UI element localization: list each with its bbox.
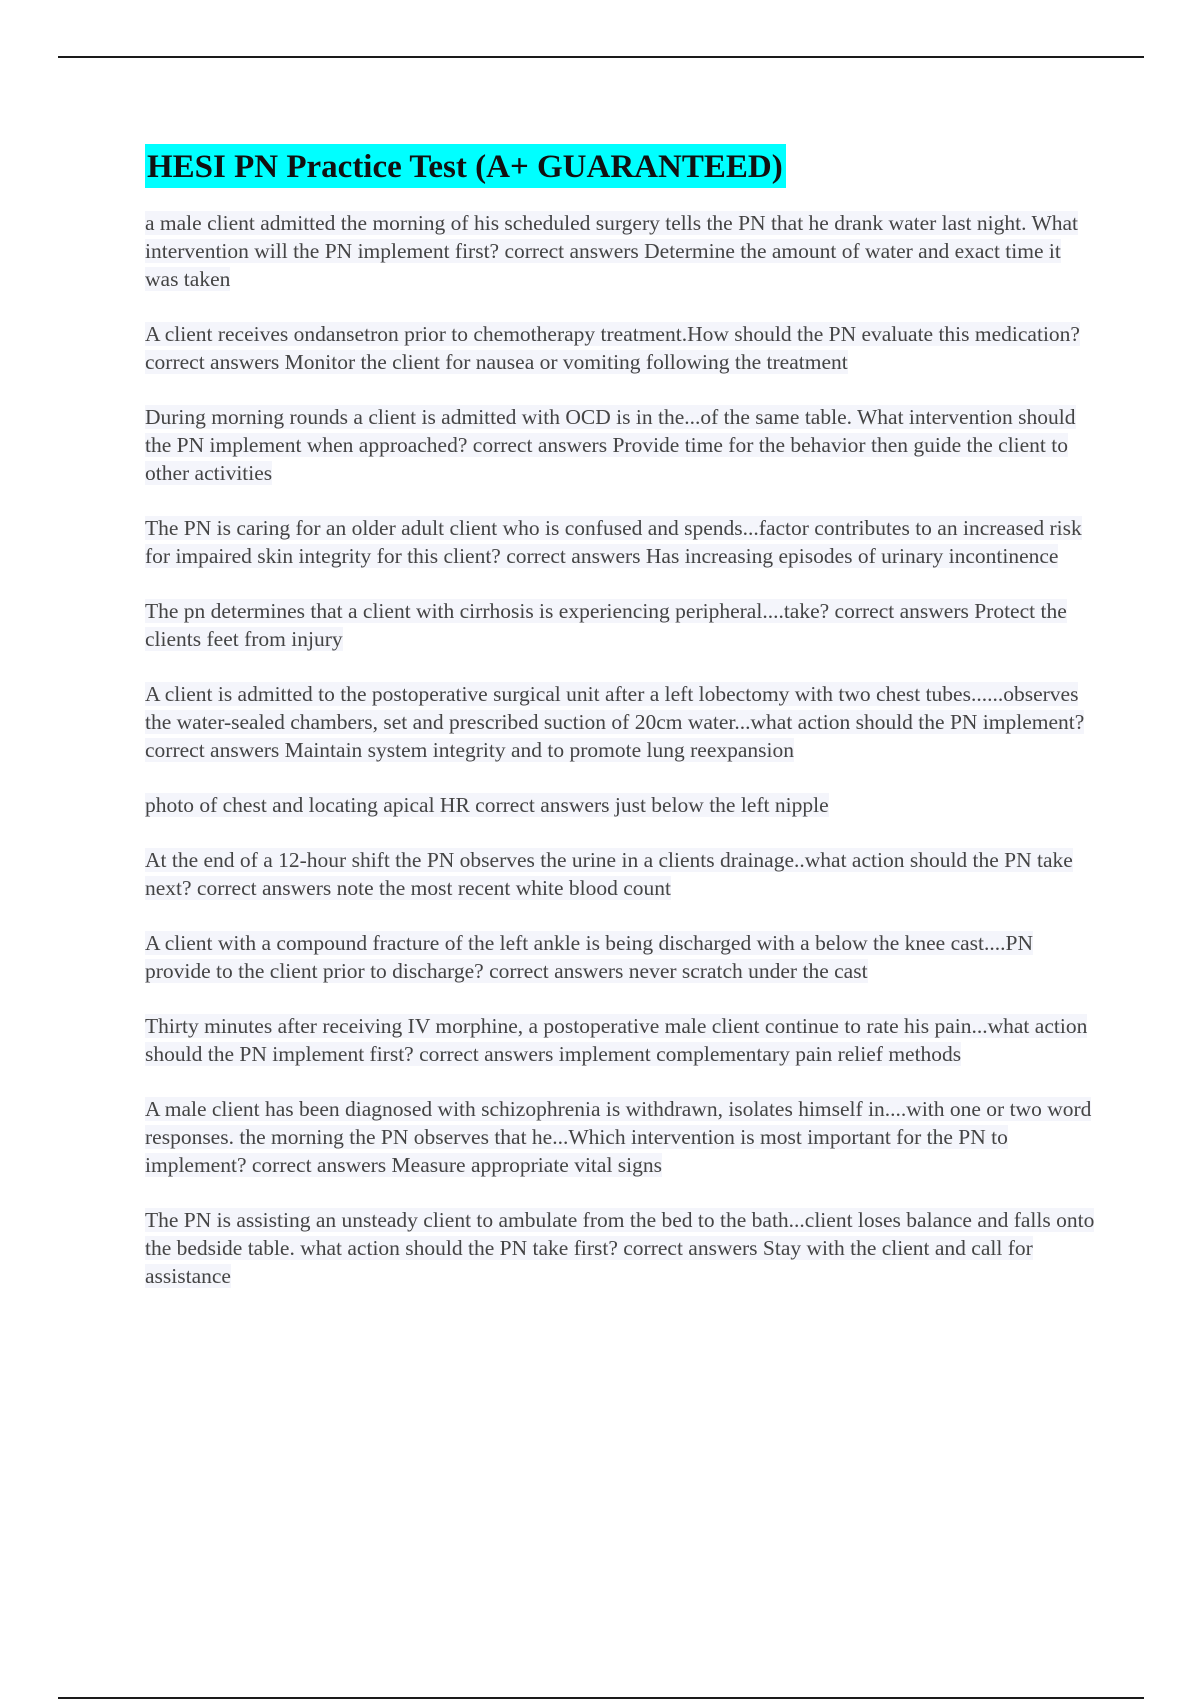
qa-item-text: Thirty minutes after receiving IV morphine, a postoperative male client continue to rate his pain...what action should the PN implement first? correct answers implement complementary pain relief methods xyxy=(145,1014,1088,1066)
qa-item xyxy=(145,320,1095,376)
qa-item xyxy=(145,1095,1095,1179)
qa-item xyxy=(145,597,1095,653)
qa-item-text: a male client admitted the morning of his scheduled surgery tells the PN that he drank water last night. What intervention will the PN implement first? correct answers Determine the amount of water and exact time it was taken xyxy=(145,211,1079,291)
qa-item-text: At the end of a 12-hour shift the PN observes the urine in a clients drainage..what action should the PN take next? correct answers note the most recent white blood count xyxy=(145,848,1073,900)
qa-item-text: A client with a compound fracture of the left ankle is being discharged with a below the knee cast....PN provide to the client prior to discharge? correct answers never scratch under the cast xyxy=(145,931,1034,983)
qa-item xyxy=(145,514,1095,570)
document-title: HESI PN Practice Test (A+ GUARANTEED) xyxy=(145,144,786,188)
qa-item-text: photo of chest and locating apical HR correct answers just below the left nipple xyxy=(145,793,829,817)
qa-item-text: The PN is caring for an older adult client who is confused and spends...factor contributes to an increased risk for impaired skin integrity for this client? correct answers Has increasing episodes of urinary incontinence xyxy=(145,516,1082,568)
qa-item-text: A male client has been diagnosed with schizophrenia is withdrawn, isolates himself in....with one or two word responses. the morning the PN observes that he...Which intervention is most important for the PN to implement? correct answers Measure appropriate vital signs xyxy=(145,1097,1092,1177)
qa-item-text: A client is admitted to the postoperative surgical unit after a left lobectomy with two chest tubes......observes the water-sealed chambers, set and prescribed suction of 20cm water...what action should the PN implement? correct answers Maintain system integrity and to promote lung reexpansion xyxy=(145,682,1085,762)
qa-item-text: The pn determines that a client with cirrhosis is experiencing peripheral....take? correct answers Protect the clients feet from injury xyxy=(145,599,1067,651)
qa-item-text: During morning rounds a client is admitted with OCD is in the...of the same table. What intervention should the PN implement when approached? correct answers Provide time for the behavior then guide the client to other activities xyxy=(145,405,1076,485)
qa-item-text: A client receives ondansetron prior to chemotherapy treatment.How should the PN evaluate this medication? correct answers Monitor the client for nausea or vomiting following the treatment xyxy=(145,322,1080,374)
qa-item xyxy=(145,1012,1095,1068)
qa-item xyxy=(145,209,1095,293)
qa-item xyxy=(145,846,1095,902)
qa-item xyxy=(145,791,1095,819)
qa-item xyxy=(145,929,1095,985)
qa-item-text: The PN is assisting an unsteady client to ambulate from the bed to the bath...client loses balance and falls onto the bedside table. what action should the PN take first? correct answers Stay with the client and call for assistance xyxy=(145,1208,1095,1288)
qa-item xyxy=(145,680,1095,764)
footer-rule xyxy=(58,1697,1144,1699)
qa-item xyxy=(145,403,1095,487)
qa-list xyxy=(145,209,1095,1290)
document-body xyxy=(145,144,1095,1317)
qa-item xyxy=(145,1206,1095,1290)
header-rule xyxy=(58,56,1144,58)
